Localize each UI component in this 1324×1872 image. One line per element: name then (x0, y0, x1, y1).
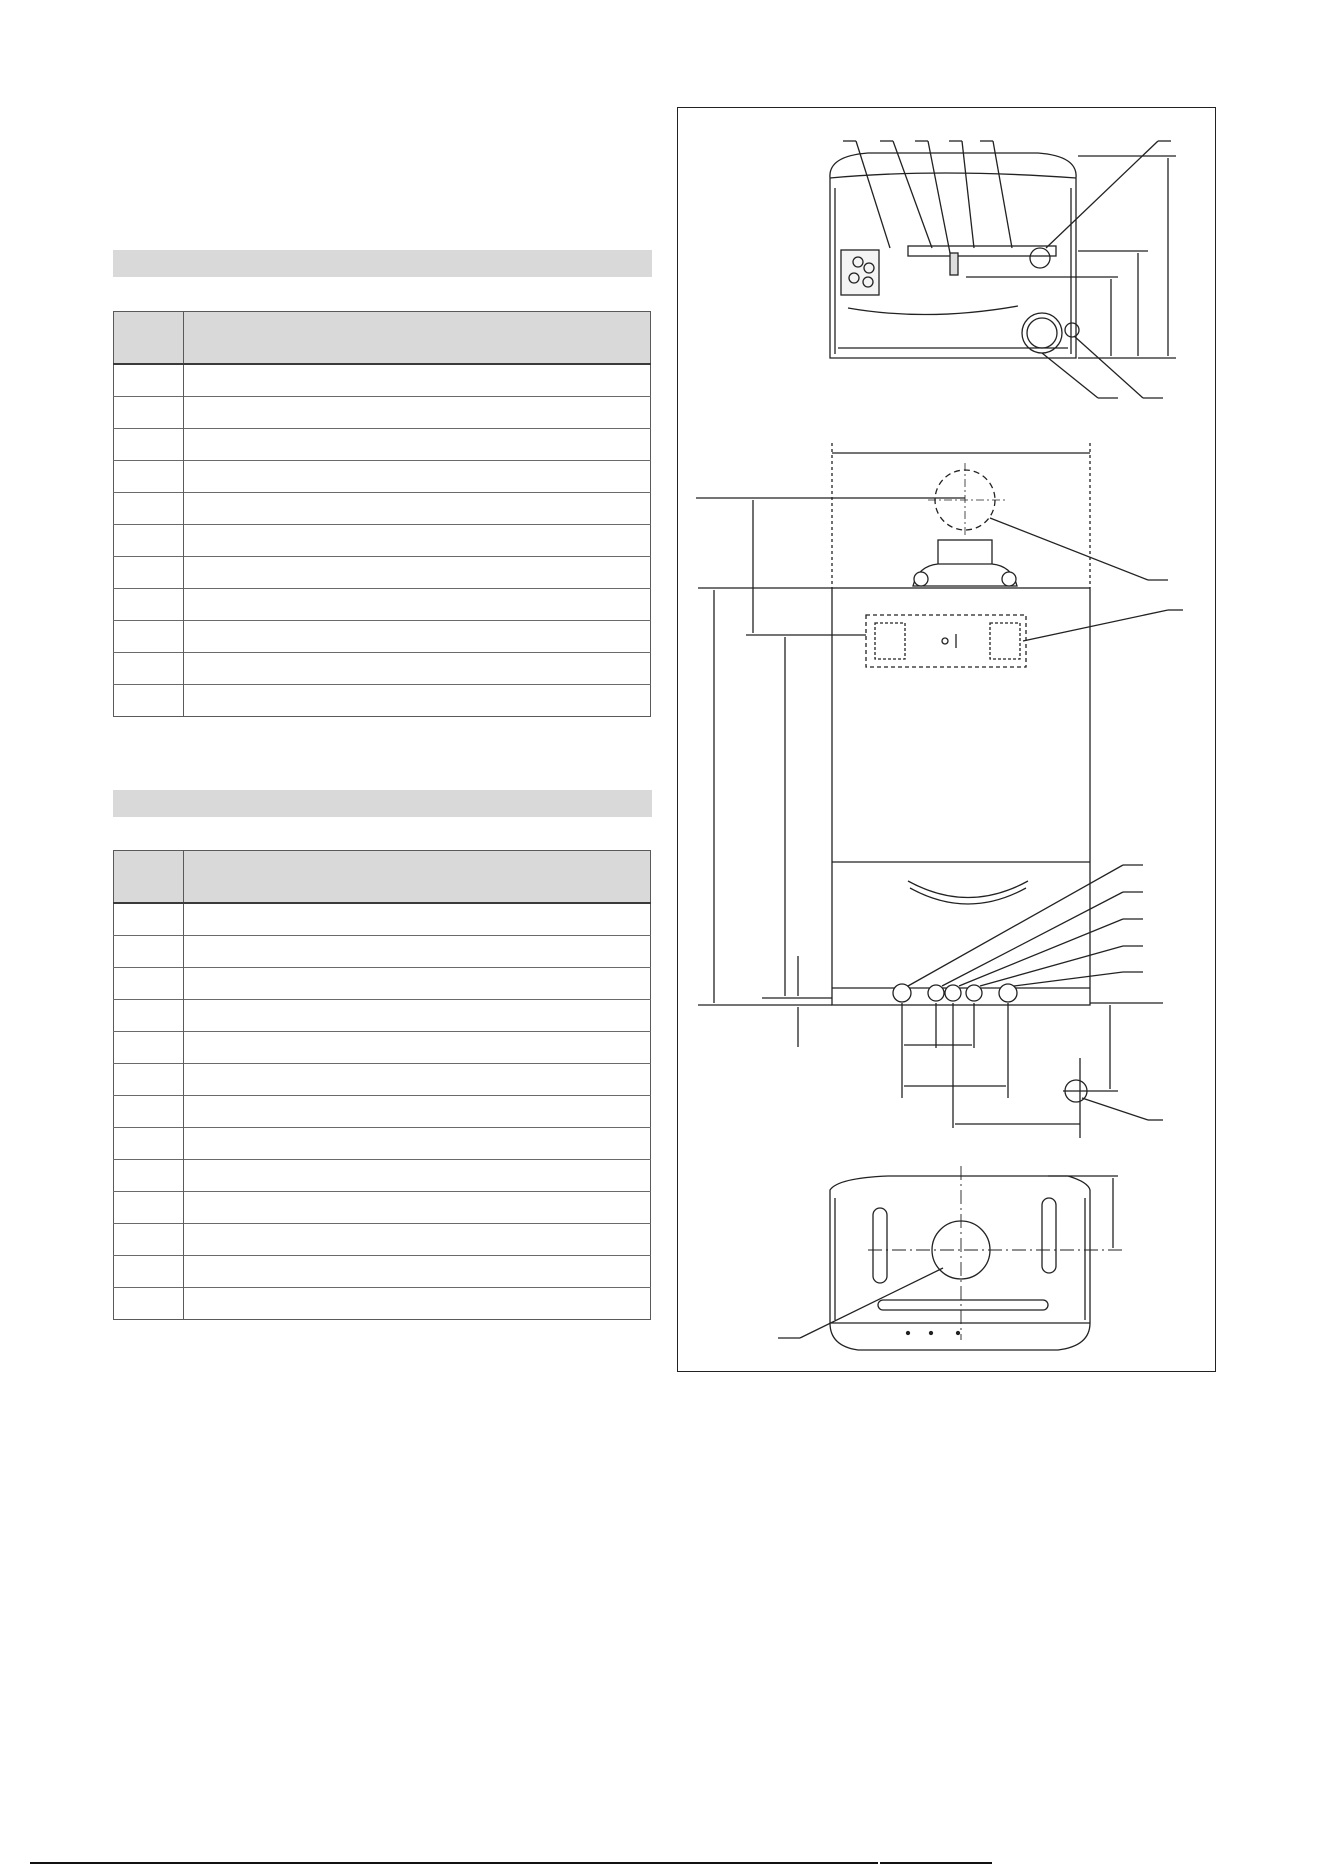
row-description-cell (184, 653, 651, 685)
row-description-cell (184, 493, 651, 525)
table-row (114, 653, 651, 685)
row-key-cell (114, 1096, 184, 1128)
table-header-row (114, 312, 651, 365)
table-row (114, 936, 651, 968)
row-key-cell (114, 621, 184, 653)
row-key-cell (114, 1064, 184, 1096)
section-heading-1 (113, 250, 652, 277)
table-row (114, 461, 651, 493)
row-description-cell (184, 936, 651, 968)
column-header-description (184, 851, 651, 904)
row-key-cell (114, 653, 184, 685)
section-heading-1-text (113, 250, 652, 260)
row-description-cell (184, 1096, 651, 1128)
table-row (114, 1192, 651, 1224)
row-key-cell (114, 1032, 184, 1064)
dimension-drawing (678, 108, 1217, 1373)
row-key-cell (114, 903, 184, 936)
table-row (114, 903, 651, 936)
column-header-key (114, 312, 184, 365)
row-key-cell (114, 685, 184, 717)
boiler-underside-view (830, 141, 1176, 398)
row-description-cell (184, 589, 651, 621)
row-description-cell (184, 1128, 651, 1160)
row-description-cell (184, 968, 651, 1000)
row-key-cell (114, 557, 184, 589)
row-description-cell (184, 685, 651, 717)
row-description-cell (184, 525, 651, 557)
row-description-cell (184, 1224, 651, 1256)
row-description-cell (184, 903, 651, 936)
table-row (114, 1128, 651, 1160)
row-key-cell (114, 525, 184, 557)
table-row (114, 1096, 651, 1128)
table-row (114, 1032, 651, 1064)
row-description-cell (184, 557, 651, 589)
row-description-cell (184, 1064, 651, 1096)
column-header-key (114, 851, 184, 904)
row-key-cell (114, 1000, 184, 1032)
row-description-cell (184, 429, 651, 461)
row-description-cell (184, 1000, 651, 1032)
row-key-cell (114, 1192, 184, 1224)
row-key-cell (114, 397, 184, 429)
row-description-cell (184, 621, 651, 653)
row-key-cell (114, 936, 184, 968)
table-row (114, 1000, 651, 1032)
table-row (114, 493, 651, 525)
row-description-cell (184, 397, 651, 429)
table-row (114, 968, 651, 1000)
table-row (114, 621, 651, 653)
table-row (114, 1256, 651, 1288)
table-row (114, 429, 651, 461)
row-description-cell (184, 461, 651, 493)
table-row (114, 1064, 651, 1096)
footer-rule-right (880, 1862, 992, 1864)
row-key-cell (114, 589, 184, 621)
row-key-cell (114, 1160, 184, 1192)
row-key-cell (114, 1256, 184, 1288)
section-heading-2 (113, 790, 652, 817)
table-row (114, 685, 651, 717)
row-key-cell (114, 429, 184, 461)
column-header-description (184, 312, 651, 365)
table-header-row (114, 851, 651, 904)
row-description-cell (184, 1032, 651, 1064)
row-description-cell (184, 1288, 651, 1320)
row-key-cell (114, 1288, 184, 1320)
row-key-cell (114, 493, 184, 525)
table-row (114, 557, 651, 589)
row-key-cell (114, 968, 184, 1000)
table-row (114, 525, 651, 557)
table-row (114, 1160, 651, 1192)
dimension-drawing-frame (677, 107, 1216, 1372)
table-row (114, 589, 651, 621)
boiler-front-view (696, 443, 1183, 1138)
row-description-cell (184, 1192, 651, 1224)
row-description-cell (184, 364, 651, 397)
row-key-cell (114, 1224, 184, 1256)
row-key-cell (114, 1128, 184, 1160)
dimensions-table-1 (113, 311, 651, 717)
row-description-cell (184, 1256, 651, 1288)
row-key-cell (114, 461, 184, 493)
table-row (114, 1288, 651, 1320)
row-key-cell (114, 364, 184, 397)
footer-rule-left (30, 1862, 878, 1864)
dimensions-table-2 (113, 850, 651, 1320)
table-row (114, 364, 651, 397)
section-heading-2-text (113, 790, 652, 800)
row-description-cell (184, 1160, 651, 1192)
boiler-top-view (778, 1166, 1123, 1350)
table-row (114, 1224, 651, 1256)
table-row (114, 397, 651, 429)
